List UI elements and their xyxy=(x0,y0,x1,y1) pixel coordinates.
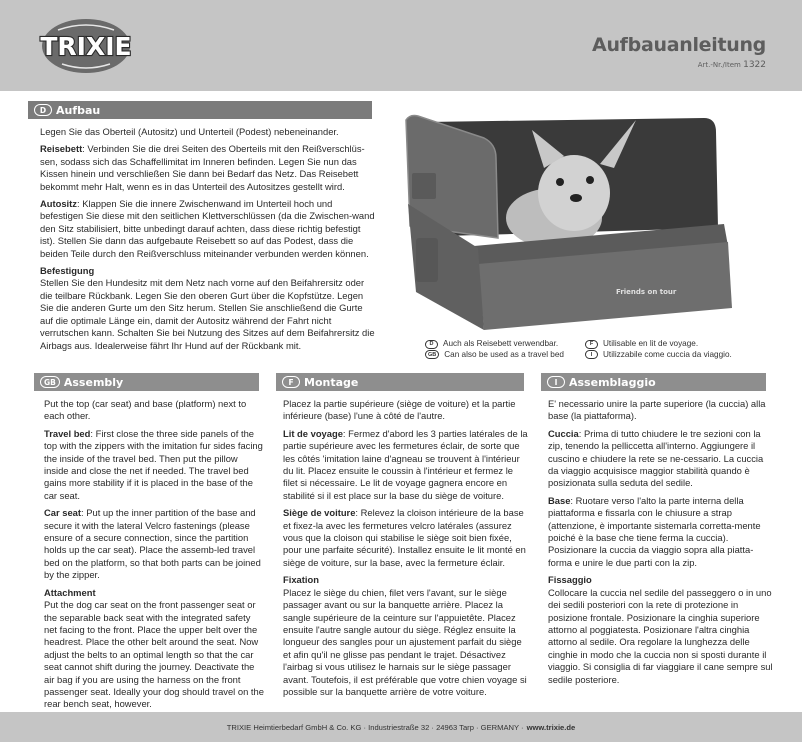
intro-it: E' necessario unire la parte superiore (la cuccia) alla base (la piattaforma). xyxy=(548,398,766,422)
section-header-fr xyxy=(276,373,524,391)
paragraph-autositz: Autositz: Klappen Sie die innere Zwischenwand im Unterteil hoch und befestigen Sie diese mit den seitlichen Klettverschlüssen (da die Zwischen-wand den Sitz stabilisiert, bitte unbedingt darauf achten, dass diese richtig befestigt ist). Stellen Sie dann das aufgebaute Reisebett so auf das Podest, dass die beiden Teile durch den Reißverschluss miteinander verbunden werden können. xyxy=(40,198,375,259)
intro-de: Legen Sie das Oberteil (Autositz) und Unterteil (Podest) nebeneinander. xyxy=(40,126,339,137)
paragraph-fissaggio: Fissaggio Collocare la cuccia nel sedile del passeggero o in uno dei sedili posteriori con la rete di protezione in posizione frontale. Posizionare la cinghia superiore attorno al poggiatesta. Posizionare l'altra cinghia attorno al sedile. Ora regolare la lunghezza delle cinghie in modo che la cuccia non si sposti durante il viaggio. Si consiglia di far viaggiare il cane sempre sul sedile posteriore. xyxy=(548,574,773,685)
caption-de: D Auch als Reisebett verwendbar. xyxy=(425,339,585,350)
section-title-fr: Montage xyxy=(304,375,359,389)
article-label: Art.-Nr./Item xyxy=(697,61,741,69)
section-title-gb: Assembly xyxy=(63,375,124,389)
svg-text:Friends on tour: Friends on tour xyxy=(616,288,677,296)
paragraph-befestigung: Befestigung Stellen Sie den Hundesitz mit dem Netz nach vorne auf den Beifahrersitz oder die teilbare Rückbank. Legen Sie den oberen Gurt über die Kopfstütze. Legen Sie die anderen Gurte um den Sitz herum. Stellen Sie anschließend die Gurte auf die optimale Länge ein, damit der Autositz während der Fahrt nicht verrutschen kann. Schalten Sie bei Nutzung des Sitzes auf dem Beifahrersitz die Airbags aus. Idealerweise fährt Ihr Hund auf der Rückbank mit. xyxy=(40,265,375,351)
paragraph-travel-bed: Travel bed: First close the three side panels of the top with the zippers with the imitation fur sides facing the inside of the travel bed. Then put the pillow inside and close the net if needed. The travel bed gains more stability if it is placed in the base of the car seat. xyxy=(44,427,263,501)
svg-text:TRIXIE: TRIXIE xyxy=(40,32,132,61)
paragraph-reisebett: Reisebett: Verbinden Sie die drei Seiten des Oberteils mit den Reißverschlüs-sen, sodass sich das Schaffellimitat im Inneren befinden. Legen Sie nun das Kissen hinein und verschließen Sie dann bei Bedarf das Netz. Das Reisebett bekommt mehr Halt, wenn es in das Unterteil des Autositzes gestellt wird. xyxy=(40,143,365,192)
website-link[interactable]: www.trixie.de xyxy=(526,722,576,732)
section-body-de xyxy=(40,126,376,357)
paragraph-cuccia: Cuccia: Prima di tutto chiudere le tre sezioni con la zip, tenendo la pelliccetta all'interno. Aggiungere il cuscino e chiudere la rete se ne-cessario. La cuccia da viaggio acquisisce maggior stabilità quando è posizionata sulla seduta del sedile. xyxy=(548,427,764,489)
country-badge-gb: GB xyxy=(40,376,60,388)
paragraph-siege-de-voiture: Siège de voiture: Relevez la cloison intérieure de la base et fixez-la avec les fermetures velcro latérales (assurez vous que la cloison qui stabilise le siège soit bien fixée, pour une parfaite sécurité). Installez ensuite le lit monté en siège de voiture, sur la base, avec la fermeture éclair. xyxy=(283,507,526,568)
country-badge-de: D xyxy=(34,104,52,116)
paragraph-base: Base: Ruotare verso l'alto la parte interna della piattaforma e fissarla con le chiusure a strap (attenzione, è importante sistemarla corretta-mente poiché è la base che tiene ferma la cuccia). Posizionare la cuccia da viaggio sopra alla piatta-forma e unire le due parti con la zip. xyxy=(548,494,761,568)
caption-gb: GB Can also be used as a travel bed xyxy=(425,350,585,361)
article-value: 1322 xyxy=(743,60,766,70)
intro-gb: Put the top (car seat) and base (platform) next to each other. xyxy=(44,398,247,422)
section-title-it: Assemblaggio xyxy=(569,375,656,389)
article-number xyxy=(698,60,766,70)
page-header xyxy=(0,0,802,91)
paragraph-lit-de-voyage: Lit de voyage: Fermez d'abord les 3 parties latérales de la partie supérieure avec les fermetures éclair, de sorte que les côtés 'imitation laine d'agneau se trouvent à l'intérieur du lit. Placez ensuite le coussin à l'intérieur et fermez le filet si nécessaire. Le lit de voyage gagnera encore en stabilité si il est place sur la base du siège de voiture. xyxy=(283,427,528,501)
section-body-it xyxy=(548,398,774,691)
product-photo xyxy=(404,108,736,333)
company-address: TRIXIE Heimtierbedarf GmbH & Co. KG · Industriestraße 32 · 24963 Tarp · GERMANY · xyxy=(226,722,524,732)
section-body-fr xyxy=(283,398,529,703)
section-header-gb xyxy=(34,373,259,391)
section-header-it xyxy=(541,373,766,391)
caption-fr: F Utilisable en lit de voyage. xyxy=(585,339,745,350)
section-title-de: Aufbau xyxy=(56,103,101,117)
country-badge-fr: F xyxy=(282,376,300,388)
country-badge-it: I xyxy=(547,376,565,388)
trixie-logo xyxy=(28,16,144,76)
intro-fr: Placez la partie supérieure (siège de voiture) et la partie inférieure (base) l'une à côté de l'autre. xyxy=(283,398,516,422)
section-body-gb xyxy=(44,398,264,716)
document-title: Aufbauanleitung xyxy=(592,34,766,56)
caption-it: I Utilizzabile come cuccia da viaggio. xyxy=(585,350,745,361)
photo-captions xyxy=(425,339,745,360)
paragraph-fixation: Fixation Placez le siège du chien, filet vers l'avant, sur le siège passager avant ou sur la banquette arrière. Placez la sangle supérieure de la ceinture sur l'appuietête. Placez ensuite l'autre sangle autour du siège. Réglez ensuite la longueur des sangles pour un ajustement parfait du siège et afin qu'il ne glisse pas pendant le trajet. Désactivez l'airbag si vous utilisez le harnais sur le siège passager avant. Toutefois, il est préférable que votre chien voyage si possible sur la banquette arrière de votre voiture. xyxy=(283,574,527,697)
section-header-de xyxy=(28,101,372,119)
page-footer xyxy=(0,712,802,742)
paragraph-attachment: Attachment Put the dog car seat on the front passenger seat or the separable back seat with the integrated safety net facing to the front. Place the upper belt over the headrest. Place the other belt around the seat. Now adjust the belts to an optimal length so that the car seat cannot shift during the journey. Deactivate the air bag if you are using the harness on the front passenger seat. Ideally your dog should travel on the rear bench seat, however. xyxy=(44,586,264,710)
paragraph-car-seat: Car seat: Put up the inner partition of the base and secure it with the lateral Velcro fastenings (please ensure of a secure connection, since the partition holds up the car seat). Place the assemb-led travel bed on the platform, so that both parts can be joined by the zipper. xyxy=(44,507,261,581)
